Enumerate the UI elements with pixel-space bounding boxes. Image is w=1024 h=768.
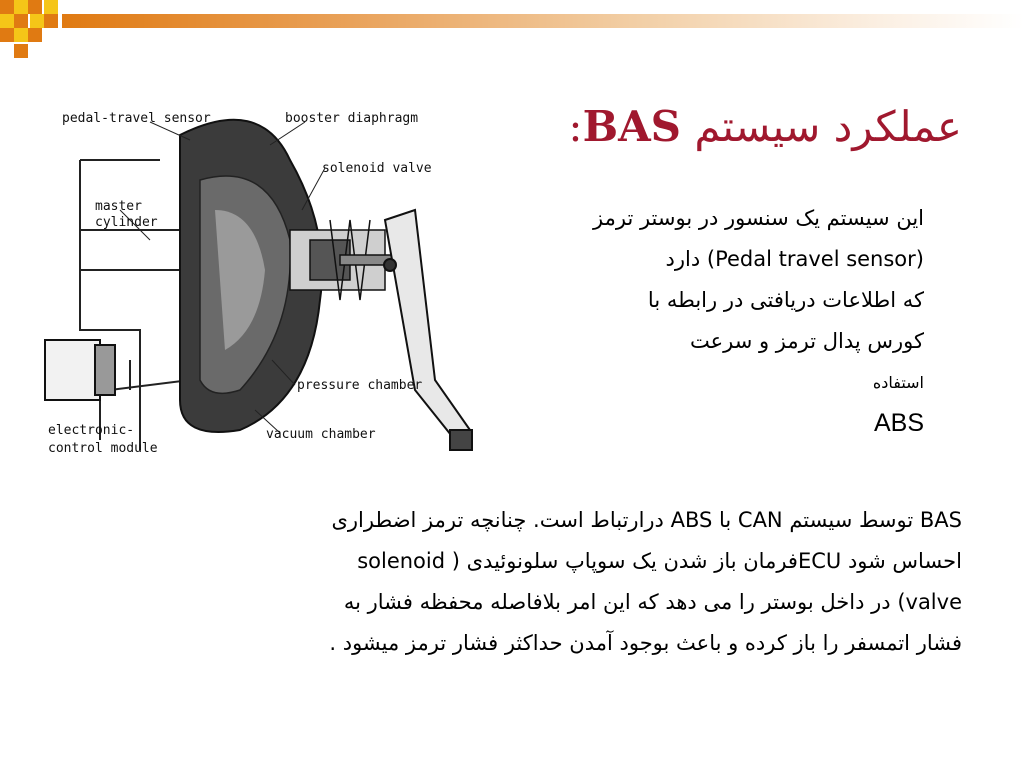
description-line: (Pedal travel sensor) دارد	[665, 247, 924, 271]
label-cylinder: cylinder	[95, 215, 158, 230]
description-line: که اطلاعات دریافتی در رابطه با	[647, 288, 924, 312]
description-line-abs: ABS	[873, 409, 924, 437]
label-booster-diaphragm: booster diaphragm	[285, 111, 419, 126]
label-control-module: control module	[48, 441, 158, 456]
brake-booster-diagram	[40, 100, 490, 470]
corner-decoration	[0, 0, 80, 60]
paragraph-line: valve) در داخل بوستر را می دهد که این امر بلافاصله محفظه فشار به	[343, 590, 962, 614]
label-pedal-travel-sensor: pedal-travel sensor	[62, 111, 211, 126]
explanation-paragraph	[112, 500, 962, 664]
label-solenoid-valve: solenoid valve	[322, 161, 432, 176]
label-electronic: electronic-	[48, 423, 135, 438]
brake-pedal	[384, 210, 472, 450]
description-block	[504, 198, 924, 444]
title-text: عملکرد سیستم	[694, 102, 962, 151]
solenoid-valve	[290, 220, 400, 300]
title-bas: BAS	[582, 102, 681, 151]
header-bar	[62, 14, 1024, 28]
description-line: کورس پدال ترمز و سرعت	[689, 329, 924, 353]
paragraph-line: BAS توسط سیستم CAN با ABS درارتباط است. چنانچه ترمز اضطراری	[331, 508, 962, 532]
paragraph-line: فشار اتمسفر را باز کرده و باعث بوجود آمدن حداکثر فشار ترمز میشود .	[329, 631, 962, 655]
master-cylinder-body	[80, 230, 190, 270]
description-line: این سیستم یک سنسور در بوستر ترمز	[593, 206, 924, 230]
label-vacuum-chamber: vacuum chamber	[266, 427, 376, 442]
slide-title	[568, 102, 962, 151]
title-colon: :	[568, 102, 583, 151]
electronic-control-module	[45, 340, 115, 400]
description-line: استفاده	[872, 373, 924, 392]
label-master: master	[95, 199, 142, 214]
paragraph-line: احساس شود ECUفرمان باز شدن یک سوپاپ سلونوئیدی ( solenoid	[357, 549, 962, 573]
label-pressure-chamber: pressure chamber	[297, 378, 423, 393]
